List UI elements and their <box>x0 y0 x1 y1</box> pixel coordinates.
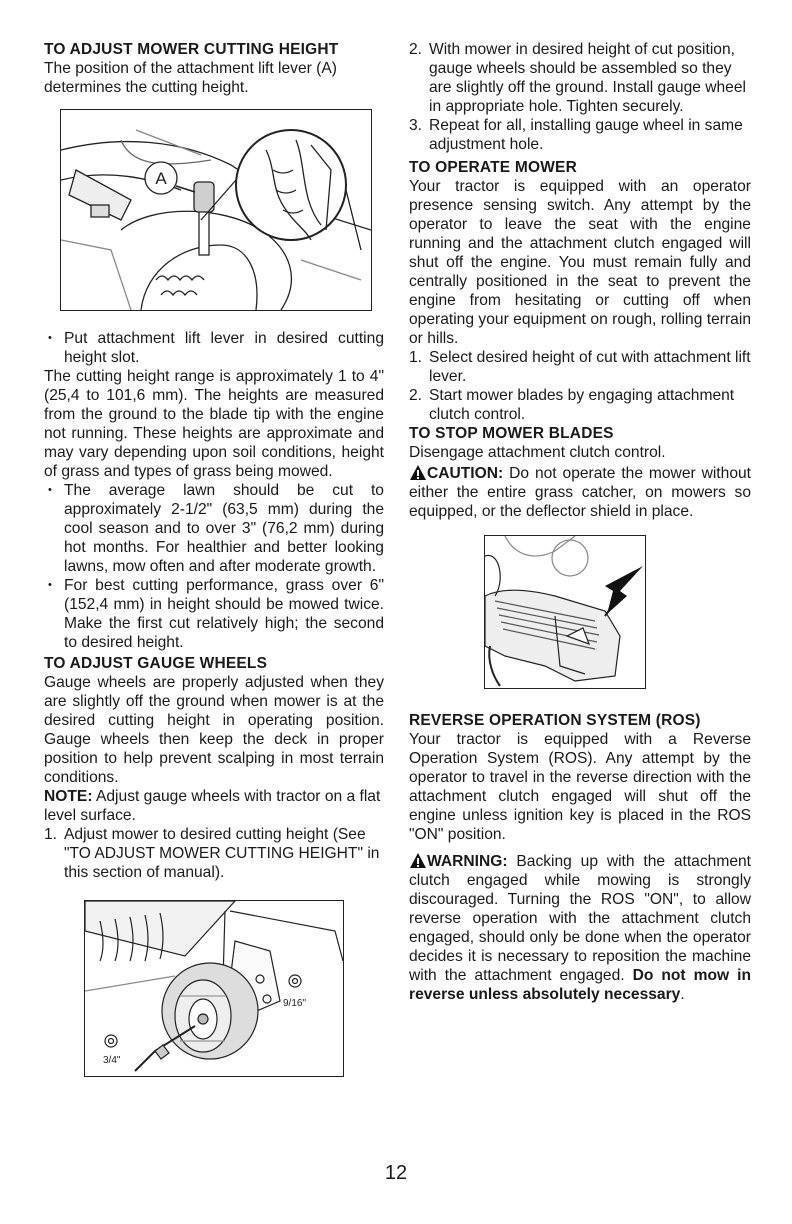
right-column <box>409 40 751 1004</box>
step-1-text: Adjust mower to desired cutting height (See "TO ADJUST MOWER CUTTING HEIGHT" in this section of manual). <box>64 826 380 881</box>
paragraph-note <box>44 787 384 825</box>
step-3-number: 3. <box>409 117 423 134</box>
bullet-put-lever: • Put attachment lift lever in desired cutting height slot. <box>44 329 384 367</box>
paragraph-lift-lever: The position of the attachment lift lever (A) determines the cutting height. <box>44 60 337 96</box>
step-3-repeat <box>409 116 751 154</box>
warning-triangle-icon <box>409 852 427 869</box>
step-2-number: 2. <box>409 41 423 58</box>
warning-end: . <box>680 986 685 1003</box>
warning-label: WARNING: <box>427 853 508 870</box>
operate-step-2 <box>409 386 751 424</box>
gauge-wheel-illustration <box>85 901 343 1076</box>
warning-text: Backing up with the attachment clutch engaged while mowing is strongly discouraged. Turning the ROS "ON", to allow reverse operation with the attachment clutch engaged, should only be done when the operator decides it is necessary to reposition the machine with the attachment engaged. <box>409 853 751 984</box>
left-column <box>44 40 384 1077</box>
heading-operate-mower: TO OPERATE MOWER <box>409 159 577 176</box>
operate-step-1 <box>409 348 751 386</box>
page-number: 12 <box>384 1162 408 1184</box>
heading-ros: REVERSE OPERATION SYSTEM (ROS) <box>409 712 701 729</box>
heading-stop-blades: TO STOP MOWER BLADES <box>409 425 614 442</box>
figure-label-nine-sixteenths: 9/16" <box>283 998 307 1009</box>
arrow-icon <box>605 566 643 614</box>
heading-adjust-cutting-height: TO ADJUST MOWER CUTTING HEIGHT <box>44 41 339 58</box>
paragraph-operate-mower: Your tractor is equipped with an operator presence sensing switch. Any attempt by the operator to leave the seat with the engine running and the attachment clutch engaged will shut off the engine. You must remain fully and centrally positioned in the seat to prevent the engine from hesitating or cutting off when operating your equipment on rough, rolling terrain or hills. <box>409 178 751 347</box>
note-label: NOTE: <box>44 788 93 805</box>
bullet-best-cutting: • For best cutting performance, grass over 6" (152,4 mm) in height should be mowed twice. Make the first cut relatively high; the second to desired height. <box>44 576 384 652</box>
note-text: Adjust gauge wheels with tractor on a flat level surface. <box>44 788 381 824</box>
operate-step-2-text: Start mower blades by engaging attachment clutch control. <box>429 387 735 423</box>
figure-lift-lever <box>60 109 372 311</box>
figure-deflector-shield <box>484 535 646 689</box>
step-1-number: 1. <box>44 826 58 843</box>
operate-step-1-text: Select desired height of cut with attachment lift lever. <box>429 349 751 385</box>
operate-step-1-number: 1. <box>409 349 423 366</box>
caution-text: Do not operate the mower without either the entire grass catcher, on mowers so equipped, or the deflector shield in place. <box>409 465 751 520</box>
figure-label-three-quarters: 3/4" <box>103 1055 121 1066</box>
operate-step-2-number: 2. <box>409 387 423 404</box>
paragraph-cutting-range: The cutting height range is approximately 1 to 4" (25,4 to 101,6 mm). The heights are measured from the ground to the blade tip with the engine not running. These heights are approximate and may vary depending upon soil conditions, height of grass and types of grass being mowed. <box>44 368 384 480</box>
warning-block <box>409 852 751 1004</box>
figure-gauge-wheel <box>84 900 344 1077</box>
warning-bold-text: Do not mow in reverse unless absolutely necessary <box>409 967 751 1003</box>
warning-triangle-icon <box>409 464 427 481</box>
figure-callout-a: A <box>155 169 167 188</box>
paragraph-stop-blades: Disengage attachment clutch control. <box>409 444 666 461</box>
step-1-adjust-mower <box>44 825 384 882</box>
paragraph-ros: Your tractor is equipped with a Reverse Operation System (ROS). Any attempt by the operator to travel in the reverse direction with the attachment clutch engaged will shut off the engine unless ignition key is placed in the ROS "ON" position. <box>409 731 751 843</box>
heading-adjust-gauge-wheels: TO ADJUST GAUGE WHEELS <box>44 655 268 672</box>
lift-lever-illustration <box>61 110 371 310</box>
step-3-text: Repeat for all, installing gauge wheel in same adjustment hole. <box>429 117 743 153</box>
step-2-text: With mower in desired height of cut position, gauge wheels should be assembled so they are slightly off the ground. Install gauge wheel in appropriate hole. Tighten securely. <box>429 41 746 115</box>
paragraph-gauge-wheels: Gauge wheels are properly adjusted when they are slightly off the ground when mower is at the desired cutting height in operating position. Gauge wheels then keep the deck in proper position to help prevent scalping in most terrain conditions. <box>44 674 384 786</box>
caution-label: CAUTION: <box>427 465 504 482</box>
bullet-average-lawn: • The average lawn should be cut to approximately 2-1/2" (63,5 mm) during the cool season and to over 3" (76,2 mm) during hot months. For healthier and better looking lawns, mow often and after moderate growth. <box>44 481 384 576</box>
caution-block <box>409 464 751 521</box>
step-2-gauge-wheel <box>409 40 751 116</box>
deflector-shield-illustration <box>485 536 645 688</box>
